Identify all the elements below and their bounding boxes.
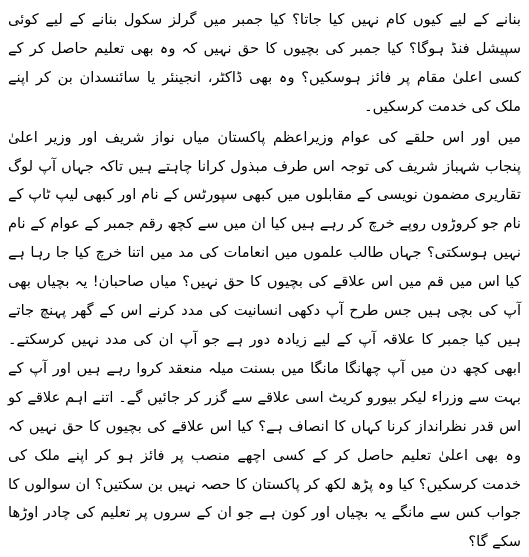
article-paragraph-1: بنانے کے لیے کیوں کام نہیں کیا جاتا؟ کیا جمبر میں گرلز سکول بنانے کے لیے کوئی سپیشل فنڈ ہوگا؟ کیا جمبر کی بچیوں کا حق نہیں کہ وہ بھی تعلیم حاصل کر کے کسی اعلیٰ مقام پر فائز ہوسکیں؟ وہ بھی ڈاکٹر، انجینئر یا سائنسدان بن کر اپنے ملک کی خدمت کرسکیں۔ — [8, 11, 521, 115]
article-paragraph-2: میں اور اس حلقے کی عوام وزیراعظم پاکستان میاں نواز شریف اور وزیر اعلیٰ پنجاب شہباز شریف کی توجہ اس طرف مبذول کرانا چاہتے ہیں تاکہ جہاں آپ لوگ تقاریری مضمون نویسی کے مقابلوں میں کبھی سپورٹس کے نام اور کبھی لیپ ٹاپ کے نام جو کروڑوں روپے خرچ کر رہے ہیں کیا ان میں سے کچھ رقم جمبر کے عوام کے نام نہیں ہوسکتی؟ جہاں طالب علموں میں انعامات کی مد میں اتنا خرچ کیا جا رہا ہے کیا اس میں قم میں اس علاقے کی بچیوں کا حق نہیں؟ میاں صاحبان! یہ بچیاں بھی آپ کی بچی ہیں جس طرح آپ دکھی انسانیت کی مدد کرنے اس کے گھر پہنچ جاتے ہیں کیا جمبر کا علاقہ آپ کے لیے زیادہ دور ہے جو آپ ان کی مدد نہیں کرسکتے۔ ابھی کچھ دن میں آپ چھانگا مانگا میں بسنت میلہ منعقد کروا رہے ہیں اور آپ کے بہت سے وزراء لیکر بیورو کریٹ اسی علاقے سے گزر کر جائیں گے۔ اتنے اہم علاقے کو اس قدر نظرانداز کرنا کہاں کا انصاف ہے؟ کیا اس علاقے کی بچیوں کا حق نہیں کہ وہ بھی اعلیٰ تعلیم حاصل کر کے کسی اچھے منصب پر فائز ہو کر اپنے ملک کی خدمت کرسکیں؟ کیا وہ پڑھ لکھ کر پاکستان کا حصہ نہیں بن سکتیں؟ ان سوالوں کا جواب کس سے مانگے یہ بچیاں اور کون ہے جو ان کے سروں پر تعلیم کی چادر اوڑھا سکے گا؟ — [8, 128, 521, 551]
